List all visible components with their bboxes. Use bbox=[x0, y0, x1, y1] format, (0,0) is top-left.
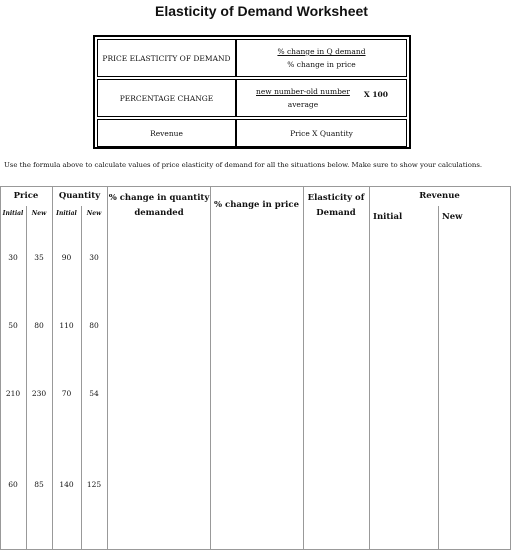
percentage-label-cell bbox=[97, 79, 236, 117]
row1-price-new: 35 bbox=[34, 253, 44, 262]
row4-price-new: 85 bbox=[34, 480, 44, 489]
table-right-border bbox=[510, 186, 511, 550]
table-bottom-border bbox=[0, 549, 511, 550]
row4-quantity-initial: 140 bbox=[59, 480, 74, 489]
header-pct-change-quantity: % change in quantity demanded bbox=[108, 193, 210, 218]
quantity-pctq-line bbox=[107, 186, 108, 550]
calculation-table bbox=[0, 186, 511, 550]
row4-quantity-new: 125 bbox=[86, 480, 102, 489]
row2-price-initial: 50 bbox=[8, 321, 18, 330]
row2-quantity-new: 80 bbox=[89, 321, 99, 330]
elasticity-label-cell bbox=[97, 39, 236, 77]
row3-price-initial: 210 bbox=[5, 389, 21, 398]
row2-quantity-initial: 110 bbox=[59, 321, 74, 330]
row2-price-new: 80 bbox=[34, 321, 44, 330]
pctp-elasticity-line bbox=[303, 186, 304, 550]
revenue-label-cell bbox=[97, 119, 236, 147]
header-elasticity: Elasticity of Demand bbox=[307, 193, 365, 218]
elasticity-label: PRICE ELASTICITY OF DEMAND bbox=[102, 53, 231, 63]
percentage-multiplier: X 100 bbox=[363, 90, 388, 99]
header-revenue-new: New bbox=[442, 212, 463, 222]
table-top-border bbox=[0, 186, 511, 187]
header-quantity-initial: Initial bbox=[56, 210, 77, 217]
percentage-formula-cell bbox=[236, 79, 407, 117]
header-pct-change-price: % change in price bbox=[214, 200, 299, 210]
row1-price-initial: 30 bbox=[8, 253, 18, 262]
revenue-formula: Price X Quantity bbox=[290, 128, 353, 138]
revenue-formula-cell bbox=[236, 119, 407, 147]
worksheet-title: Elasticity of Demand Worksheet bbox=[155, 3, 368, 19]
percentage-numerator: new number-old number bbox=[256, 87, 350, 96]
header-price-new: New bbox=[31, 210, 47, 217]
row1-quantity-initial: 90 bbox=[61, 253, 72, 262]
table-left-border bbox=[0, 186, 1, 550]
header-price: Price bbox=[13, 191, 39, 201]
percentage-label: PERCENTAGE CHANGE bbox=[119, 93, 214, 103]
elasticity-denominator: % change in price bbox=[287, 60, 356, 69]
elasticity-revenue-line bbox=[369, 186, 370, 550]
header-revenue: Revenue bbox=[419, 191, 460, 201]
row4-price-initial: 60 bbox=[8, 480, 18, 489]
price-quantity-line bbox=[52, 186, 53, 550]
header-revenue-initial: Initial bbox=[373, 212, 403, 222]
formula-box bbox=[93, 35, 411, 149]
row1-quantity-new: 30 bbox=[89, 253, 99, 262]
row3-quantity-new: 54 bbox=[89, 389, 99, 398]
instructions: Use the formula above to calculate values of price elasticity of demand for all the situations below. Make sure to show your calculations. bbox=[4, 161, 483, 169]
revenue-split-line bbox=[438, 206, 439, 550]
percentage-denominator: average bbox=[287, 100, 319, 109]
elasticity-numerator: % change in Q demand bbox=[277, 47, 366, 56]
elasticity-formula-cell bbox=[236, 39, 407, 77]
revenue-label: Revenue bbox=[150, 128, 183, 138]
header-quantity-new: New bbox=[86, 210, 102, 217]
row3-quantity-initial: 70 bbox=[61, 389, 72, 398]
header-price-initial: Initial bbox=[2, 210, 24, 217]
pctq-pctp-line bbox=[210, 186, 211, 550]
row3-price-new: 230 bbox=[31, 389, 47, 398]
header-quantity: Quantity bbox=[58, 191, 101, 201]
